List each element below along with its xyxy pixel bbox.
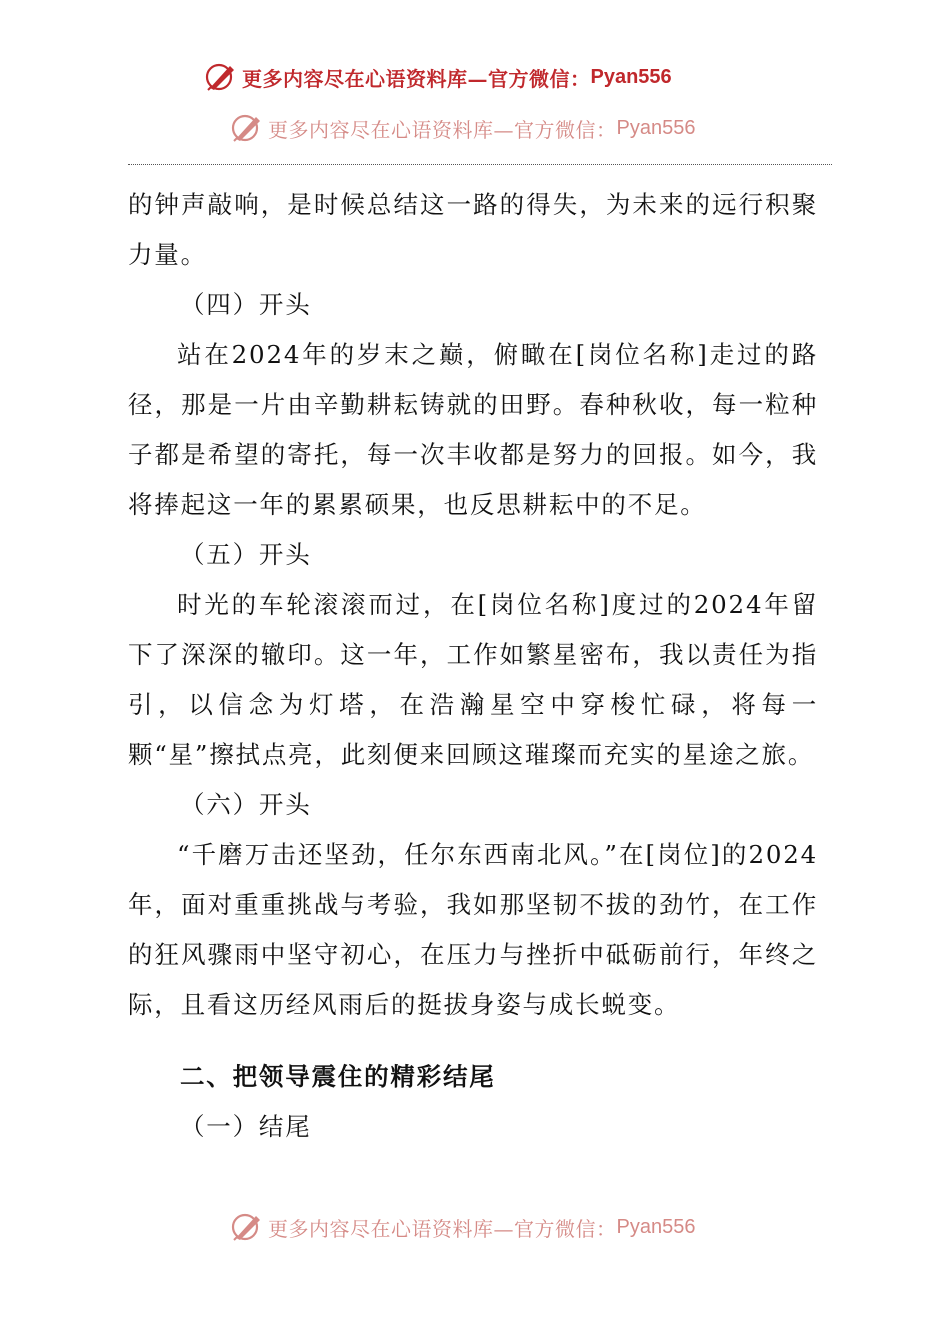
document-body: [128, 180, 818, 1152]
header-watermark-faint: [0, 113, 950, 147]
watermark-handle: Pyan556: [616, 1215, 696, 1238]
section-heading: 二、把领导震住的精彩结尾: [180, 1062, 496, 1091]
header-watermark-bold: [0, 62, 950, 96]
footer-watermark: [0, 1212, 950, 1246]
quill-logo-icon: [230, 113, 264, 143]
watermark-text: 更多内容尽在心语资料库—官方微信：: [268, 1216, 617, 1241]
watermark-text: 更多内容尽在心语资料库—官方微信：: [242, 66, 591, 91]
quill-logo-icon: [204, 62, 238, 92]
sub-heading: （六）开头: [180, 790, 312, 819]
paragraph: 时光的车轮滚滚而过，在[岗位名称]度过的2024年留下了深深的辙印。这一年，工作如繁星密布，我以责任为指引，以信念为灯塔，在浩瀚星空中穿梭忙碌，将每一颗“星”擦拭点亮，此刻便来回顾这璀璨而充实的星途之旅。: [128, 590, 818, 769]
watermark-text: 更多内容尽在心语资料库—官方微信：: [268, 117, 617, 142]
paragraph: “千磨万击还坚劲，任尔东西南北风。”在[岗位]的2024年，面对重重挑战与考验，我如那坚韧不拔的劲竹，在工作的狂风骤雨中坚守初心，在压力与挫折中砥砺前行，年终之际，且看这历经风雨后的挺拔身姿与成长蜕变。: [128, 840, 818, 1019]
paragraph-continued: 的钟声敲响，是时候总结这一路的得失，为未来的远行积聚力量。: [128, 190, 818, 269]
watermark-handle: Pyan556: [590, 65, 672, 88]
sub-heading: （一）结尾: [180, 1112, 312, 1141]
sub-heading: （五）开头: [180, 540, 312, 569]
paragraph: 站在2024年的岁末之巅，俯瞰在[岗位名称]走过的路径，那是一片由辛勤耕耘铸就的田野。春种秋收，每一粒种子都是希望的寄托，每一次丰收都是努力的回报。如今，我将捧起这一年的累累硕果，也反思耕耘中的不足。: [128, 340, 818, 519]
quill-logo-icon: [230, 1212, 264, 1242]
watermark-handle: Pyan556: [616, 116, 696, 139]
sub-heading: （四）开头: [180, 290, 312, 319]
header-divider: [128, 164, 832, 165]
